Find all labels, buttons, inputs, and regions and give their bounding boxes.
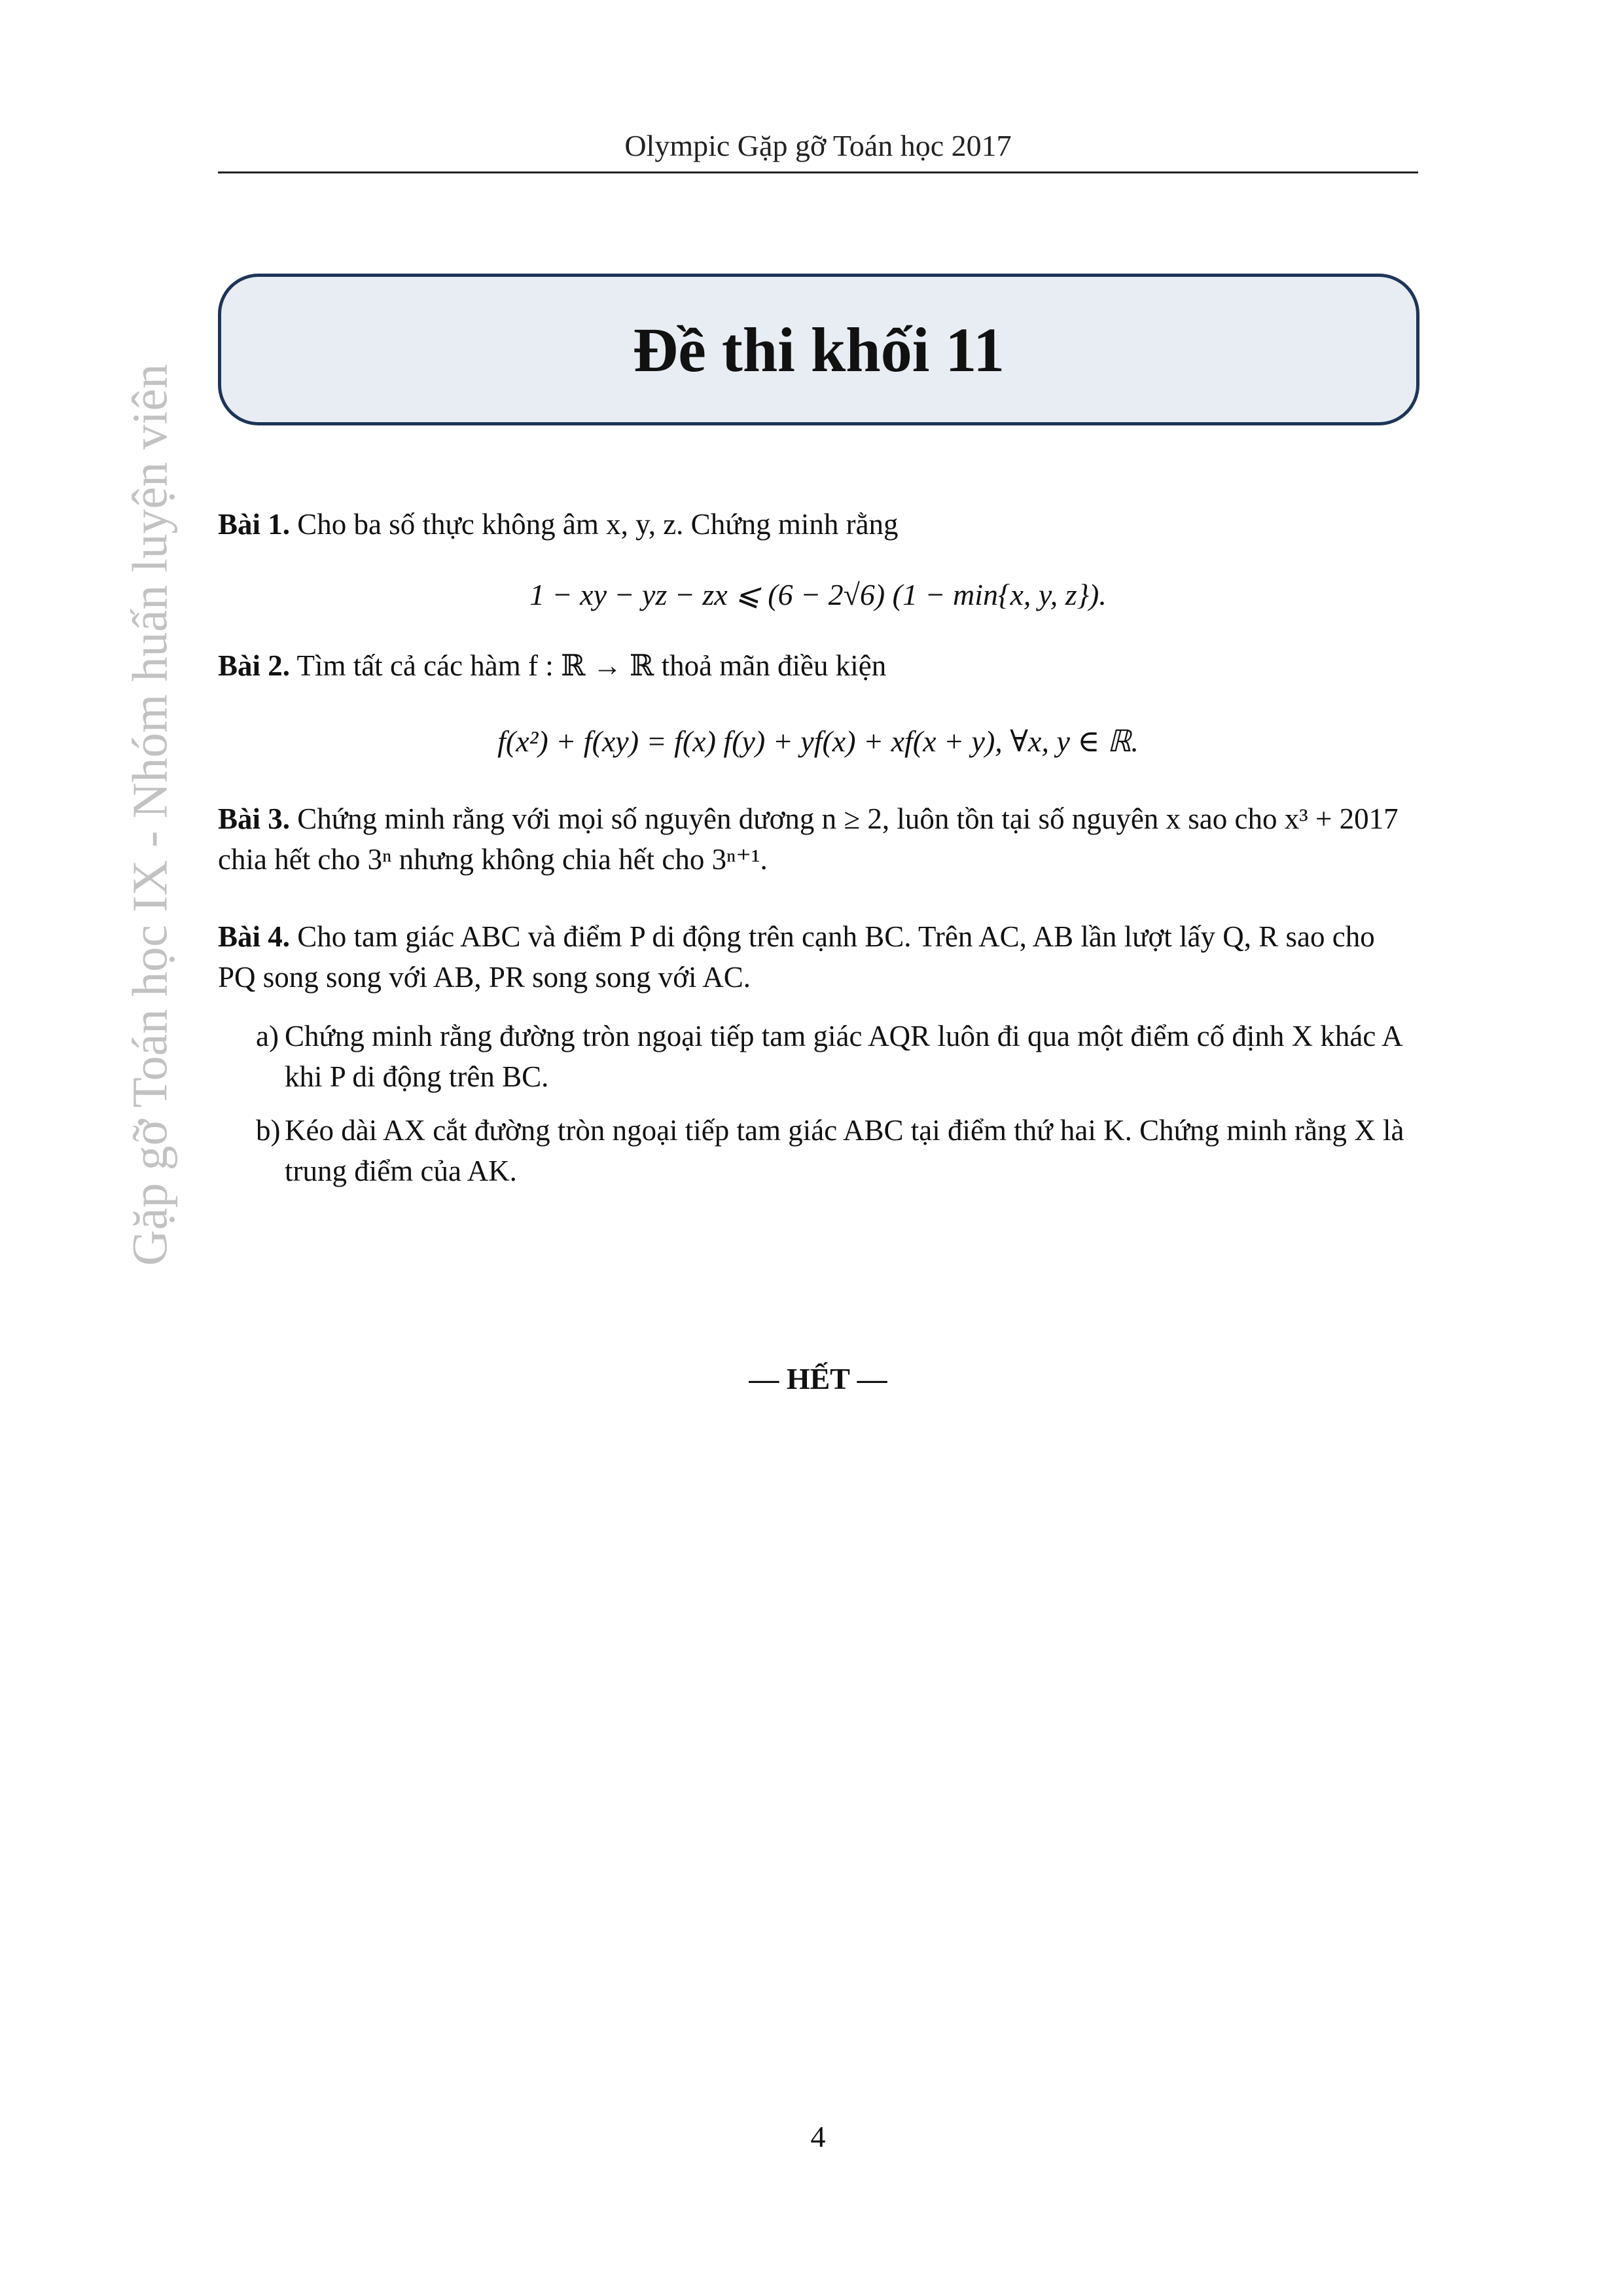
problem-text: Cho tam giác ABC và điểm P di động trên cạnh BC. Trên AC, AB lần lượt lấy Q, R sao cho PQ song song với AB, PR song song với AC. bbox=[218, 920, 1375, 994]
problem-part-a bbox=[218, 1016, 1418, 1097]
header-rule bbox=[218, 171, 1418, 173]
problem-text: Cho ba số thực không âm x, y, z. Chứng minh rằng bbox=[297, 508, 899, 541]
problem-list bbox=[218, 504, 1418, 1191]
problem-label: Bài 4. bbox=[218, 920, 291, 953]
side-watermark: Gặp gỡ Toán học IX - Nhóm huấn luyện viên bbox=[122, 364, 178, 1266]
problem-part-b bbox=[218, 1110, 1418, 1191]
page-title: Đề thi khối 11 bbox=[632, 314, 1005, 385]
part-label: b) bbox=[256, 1114, 281, 1147]
part-text: Chứng minh rằng đường tròn ngoại tiếp tam giác AQR luôn đi qua một điểm cố định X khác A khi P di động trên BC. bbox=[285, 1020, 1402, 1093]
problem-text: Chứng minh rằng với mọi số nguyên dương n ≥ 2, luôn tồn tại số nguyên x sao cho x³ + 2017 chia hết cho 3ⁿ nhưng không chia hết cho 3ⁿ⁺¹. bbox=[218, 802, 1399, 876]
problem-1 bbox=[218, 504, 1418, 545]
part-label: a) bbox=[256, 1020, 279, 1052]
end-mark: — HẾT — bbox=[749, 1362, 887, 1395]
display-equation: 1 − xy − yz − zx ⩽ (6 − 2√6) (1 − min{x, y, z}). bbox=[529, 578, 1107, 611]
running-head: Olympic Gặp gỡ Toán học 2017 bbox=[624, 129, 1012, 162]
part-text: Kéo dài AX cắt đường tròn ngoại tiếp tam giác ABC tại điểm thứ hai K. Chứng minh rằng X là trung điểm của AK. bbox=[285, 1114, 1404, 1187]
problem-label: Bài 2. bbox=[218, 649, 291, 682]
problem-label: Bài 1. bbox=[218, 508, 291, 541]
page-number: 4 bbox=[810, 2120, 826, 2153]
problem-text: Tìm tất cả các hàm f : ℝ → ℝ thoả mãn điều kiện bbox=[296, 649, 887, 682]
problem-2 bbox=[218, 645, 1418, 686]
problem-label: Bài 3. bbox=[218, 802, 291, 835]
problem-3 bbox=[218, 798, 1418, 880]
problem-4 bbox=[218, 916, 1418, 997]
title-box bbox=[218, 274, 1419, 425]
display-equation: f(x²) + f(xy) = f(x) f(y) + yf(x) + xf(x + y), ∀x, y ∈ ℝ. bbox=[497, 725, 1139, 758]
